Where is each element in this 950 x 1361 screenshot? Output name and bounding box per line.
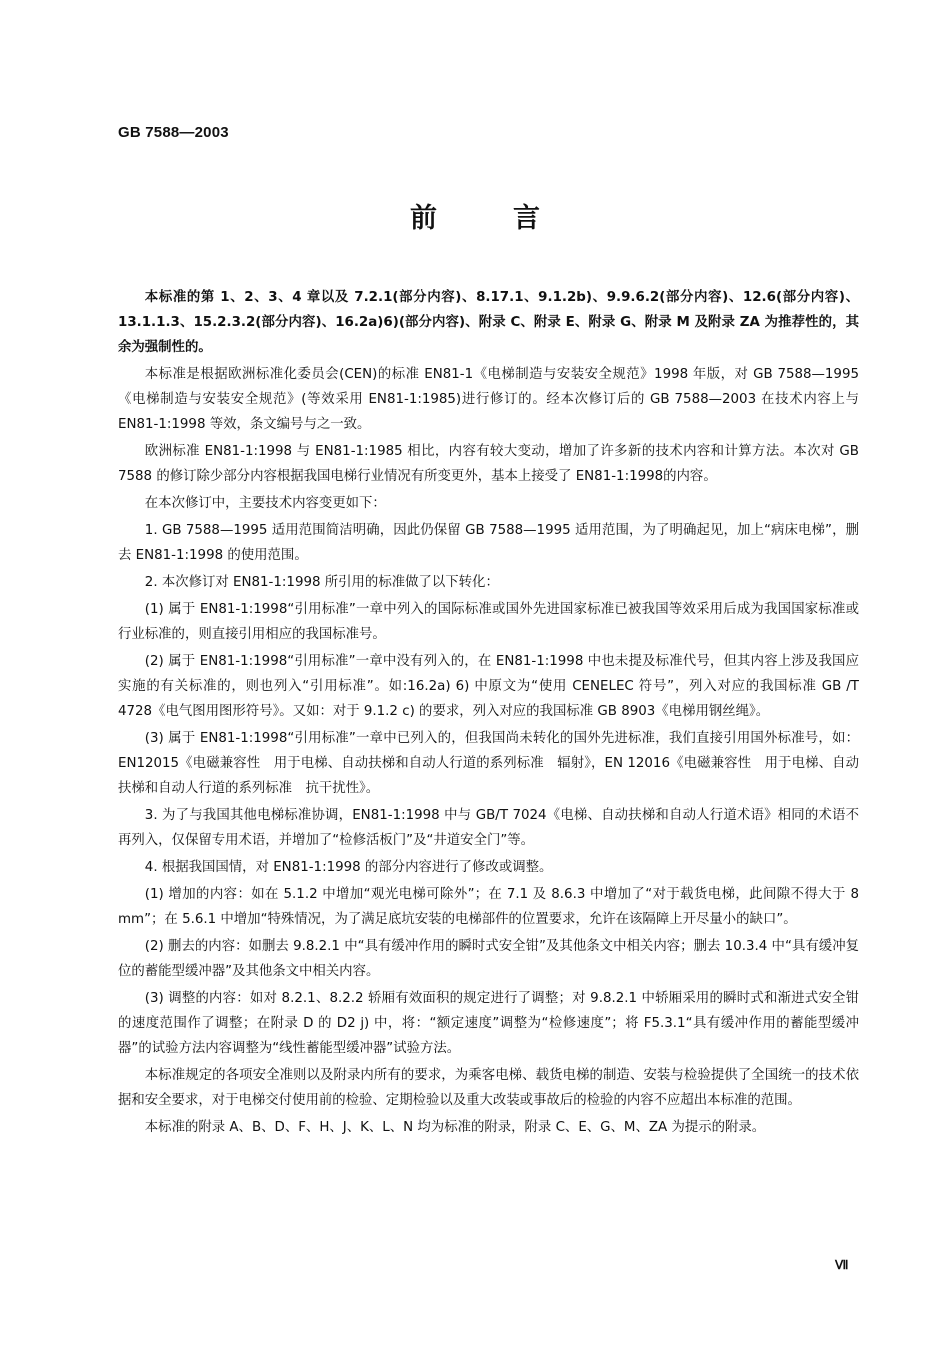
page-title: 前言 <box>410 203 616 234</box>
paragraph-changes-intro: 在本次修订中，主要技术内容变更如下： <box>144 496 386 511</box>
paragraph-change-2: 2. 本次修订对 EN81-1:1998 所引用的标准做了以下转化： <box>144 575 499 590</box>
paragraph-change-3: 3. 为了与我国其他电梯标准协调，EN81-1:1998 中与 GB/T 7024《电梯、自动扶梯和自动人行道术语》相同的术语不再列入，仅保留专用术语，并增加了“检修活板门”及“井道安全门”等。 <box>118 808 859 848</box>
paragraph-annexes: 本标准的附录 A、B、D、F、H、J、K、L、N 均为标准的附录，附录 C、E、G、M、ZA 为提示的附录。 <box>144 1120 766 1135</box>
paragraph-recommended-clauses: 本标准的第 1、2、3、4 章以及 7.2.1(部分内容)、8.17.1、9.1.2b)、9.9.6.2(部分内容)、12.6(部分内容)、13.1.1.3、15.2.3.2(部分内容)、16.2a)6)(部分内容)、附录 C、附录 E、附录 G、附录 M 及附录 ZA 为推荐性的，其余为强制性的。 <box>118 290 859 355</box>
paragraph-change-2-3: (3) 属于 EN81-1:1998“引用标准”一章中已列入的，但我国尚未转化的国外先进标准，我们直接引用国外标准号，如：EN12015《电磁兼容性 用于电梯、自动扶梯和自动人行道的系列标准 辐射》，EN 12016《电磁兼容性 用于电梯、自动扶梯和自动人行道的系列标准 抗干扰性》。 <box>118 731 859 796</box>
page-number: Ⅶ <box>835 1258 849 1272</box>
paragraph-change-4-3: (3) 调整的内容：如对 8.2.1、8.2.2 轿厢有效面积的规定进行了调整；对 9.8.2.1 中轿厢采用的瞬时式和渐进式安全钳的速度范围作了调整；在附录 D 的 D2 j) 中，将：“额定速度”调整为“检修速度”；将 F5.3.1“具有缓冲作用的蓄能型缓冲器”的试验方法内容调整为“线性蓄能型缓冲器”试验方法。 <box>118 991 859 1056</box>
paragraph-change-4: 4. 根据我国国情，对 EN81-1:1998 的部分内容进行了修改或调整。 <box>144 860 553 875</box>
paragraph-change-4-1: (1) 增加的内容：如在 5.1.2 中增加“观光电梯可除外”；在 7.1 及 8.6.3 中增加了“对于载货电梯，此间隙不得大于 8 mm”；在 5.6.1 中增加“特殊情况，为了满足底坑安装的电梯部件的位置要求，允许在该隔障上开尽量小的缺口”。 <box>118 887 859 927</box>
paragraph-change-2-2: (2) 属于 EN81-1:1998“引用标准”一章中没有列入的，在 EN81-1:1998 中也未提及标准代号，但其内容上涉及我国应实施的有关标准的，则也列入“引用标准”。如:16.2a) 6) 中原文为“使用 CENELEC 符号”，列入对应的我国标准 GB /T 4728《电气图用图形符号》。又如：对于 9.1.2 c) 的要求，列入对应的我国标准 GB 8903《电梯用钢丝绳》。 <box>118 654 859 719</box>
paragraph-change-1: 1. GB 7588—1995 适用范围简洁明确，因此仍保留 GB 7588—1995 适用范围，为了明确起见，加上“病床电梯”，删去 EN81-1:1998 的使用范围。 <box>118 523 859 563</box>
paragraph-comparison: 欧洲标准 EN81-1:1998 与 EN81-1:1985 相比，内容有较大变动，增加了许多新的技术内容和计算方法。本次对 GB 7588 的修订除少部分内容根据我国电梯行业情况有所变更外，基本上接受了 EN81-1:1998的内容。 <box>118 444 859 484</box>
document-code: GB 7588—2003 <box>118 124 229 141</box>
foreword-body <box>118 285 859 1142</box>
paragraph-scope: 本标准规定的各项安全准则以及附录内所有的要求，为乘客电梯、载货电梯的制造、安装与检验提供了全国统一的技术依据和安全要求，对于电梯交付使用前的检验、定期检验以及重大改装或事故后的检验的内容不应超出本标准的范围。 <box>118 1068 859 1108</box>
paragraph-change-4-2: (2) 删去的内容：如删去 9.8.2.1 中“具有缓冲作用的瞬时式安全钳”及其他条文中相关内容；删去 10.3.4 中“具有缓冲复位的蓄能型缓冲器”及其他条文中相关内容。 <box>118 939 859 979</box>
paragraph-basis: 本标准是根据欧洲标准化委员会(CEN)的标准 EN81-1《电梯制造与安装安全规范》1998 年版，对 GB 7588—1995《电梯制造与安装安全规范》(等效采用 EN81-1:1985)进行修订的。经本次修订后的 GB 7588—2003 在技术内容上与 EN81-1:1998 等效，条文编号与之一致。 <box>118 367 859 432</box>
paragraph-change-2-1: (1) 属于 EN81-1:1998“引用标准”一章中列入的国际标准或国外先进国家标准已被我国等效采用后成为我国国家标准或行业标准的，则直接引用相应的我国标准号。 <box>118 602 859 642</box>
